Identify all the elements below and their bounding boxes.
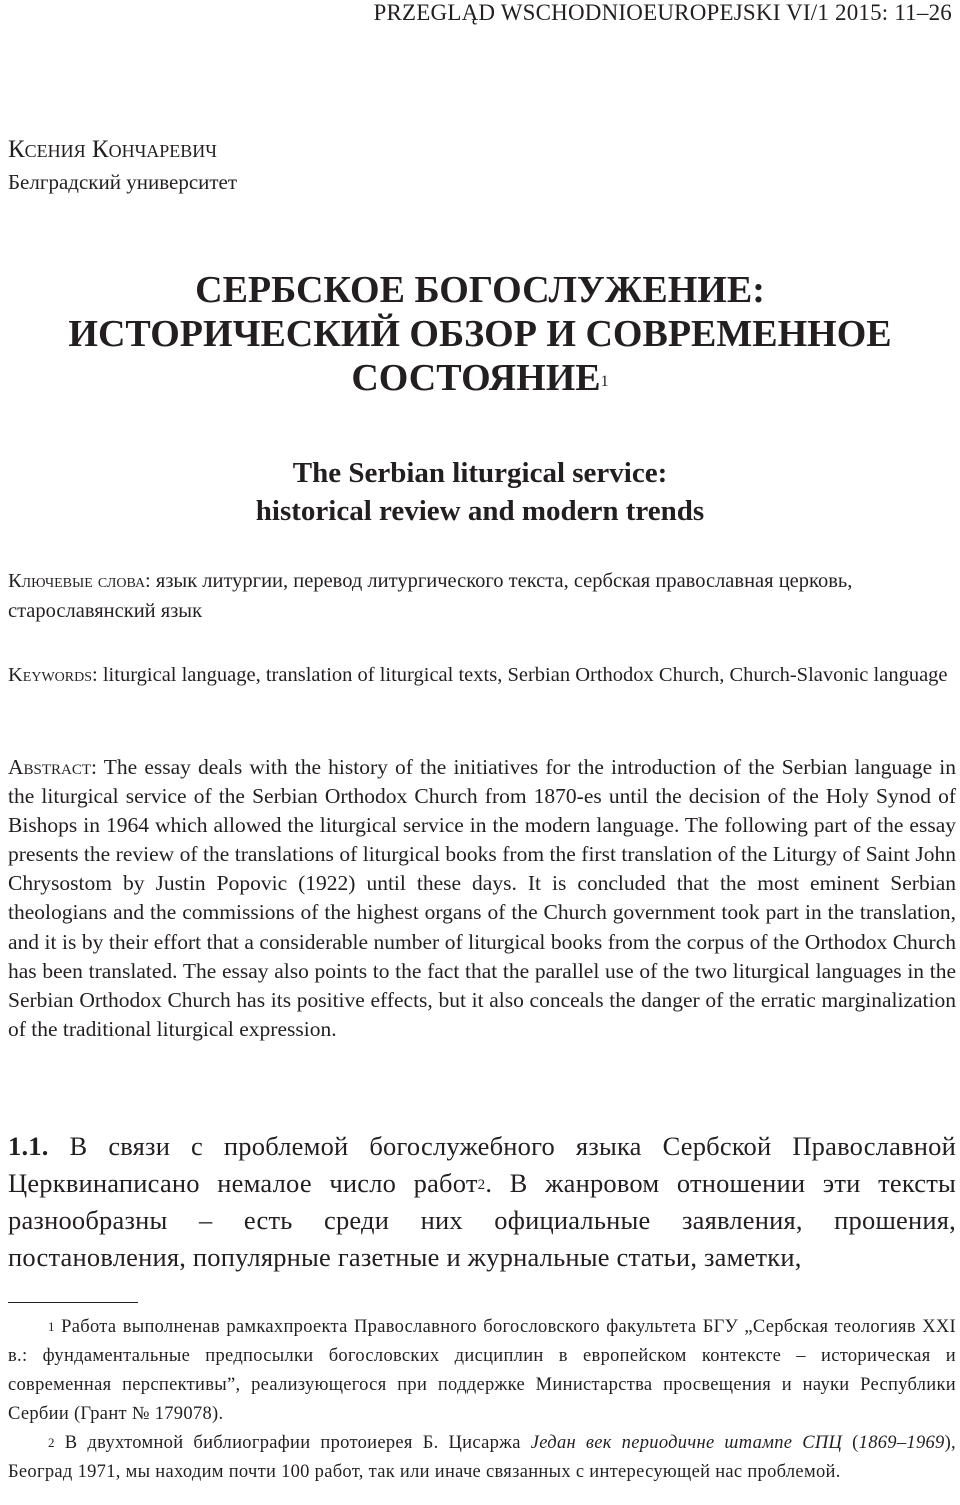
title-footnote-mark[interactable]: 1 — [600, 373, 609, 390]
footnote-2-text-a: В двухтомной библиографии протоиерея Б. Цисаржа — [54, 1433, 531, 1453]
footnote-2-title-italic: Један век периодичне штампе СПЦ — [530, 1433, 843, 1453]
footnote-1-text: Работа выполненав рамкахпроекта Православного богословского факультета БГУ „Сербская теологияв XXI в.: фундаментальные предпосылки богословских дисциплин в европейском контексте – историческая и современная перспективы”, реализующегося при поддержке Министарства просвещения и науки Республики Сербии (Грант № 179078). — [8, 1317, 956, 1424]
footnote-1-mark: 1 — [48, 1319, 55, 1334]
body-text-part1: В связи с проблемой богослужебного языка Сербской Православной Церквинаписано немалое число работ — [8, 1131, 956, 1198]
keywords-en-label: Keywords: — [8, 664, 98, 686]
keywords-russian — [8, 566, 956, 626]
title-russian — [0, 268, 960, 400]
footnote-2-text-b: ( — [842, 1433, 859, 1453]
abstract-label: Abstract: — [8, 755, 98, 779]
keywords-ru-label: Ключевые слова: — [8, 570, 151, 592]
title-ru-line1: СЕРБСКОЕ БОГОСЛУЖЕНИЕ: — [195, 269, 765, 311]
keywords-english — [8, 660, 956, 690]
footnote-2-mark: 2 — [48, 1435, 55, 1450]
author-name: Ксения Кончаревич — [8, 136, 218, 163]
keywords-en-text: liturgical language, translation of liturgical texts, Serbian Orthodox Church, Church-Slavonic language — [97, 664, 948, 686]
footnote-2-text-c: ), Београд 1971, мы находим почти 100 работ, так или иначе связанных с интересующей нас проблемой. — [8, 1433, 956, 1482]
body-paragraph — [8, 1128, 956, 1276]
footnotes — [8, 1313, 956, 1487]
section-number: 1.1. — [8, 1131, 49, 1161]
abstract-text: The essay deals with the history of the initiatives for the introduction of the Serbian language in the liturgical service of the Serbian Orthodox Church from 1870-es until the decision of the Holy Synod of Bishops in 1964 which allowed the liturgical service in the modern language. The following part of the essay presents the review of the translations of liturgical books from the first translation of the Liturgy of Saint John Chrysostom by Justin Popovic (1922) until these days. It is concluded that the most eminent Serbian theologians and the commissions of the highest organs of the Church government took part in the translation, and it is by their effort that a considerable number of liturgical books from the corpus of the Orthodox Church has been translated. The essay also points to the fact that the parallel use of the two liturgical languages in the Serbian Orthodox Church has its positive effects, but it also conceals the danger of the erratic marginalization of the traditional liturgical expression. — [8, 755, 956, 1041]
keywords-ru-text: язык литургии, перевод литургического текста, сербская православная церковь, старославянский язык — [8, 570, 853, 622]
title-ru-line2: ИСТОРИЧЕСКИЙ ОБЗОР И СОВРЕМЕННОЕ — [68, 313, 892, 355]
title-en-line2: historical review and modern trends — [255, 495, 705, 527]
author-affiliation: Белградский университет — [8, 170, 238, 194]
footnote-divider — [8, 1302, 138, 1303]
running-header: PRZEGLĄD WSCHODNIOEUROPEJSKI VI/1 2015: 11–26 — [373, 0, 952, 25]
title-english — [0, 454, 960, 530]
abstract — [8, 753, 956, 1044]
footnote-2-years-italic: 1869–1969 — [858, 1433, 945, 1453]
body-footnote-mark[interactable]: 2 — [477, 1177, 486, 1193]
title-ru-line3-text: СОСТОЯНИЕ — [351, 357, 601, 399]
footnote-1 — [8, 1313, 956, 1429]
footnote-2 — [8, 1429, 956, 1487]
body-text-part2: . В жанровом отношении эти тексты разнообразны – есть среди них официальные заявления, прошения, постановления, популярные газетные и журнальные статьи, заметки, — [8, 1168, 956, 1272]
title-ru-line3 — [0, 356, 960, 400]
title-en-line1: The Serbian liturgical service: — [292, 457, 668, 489]
